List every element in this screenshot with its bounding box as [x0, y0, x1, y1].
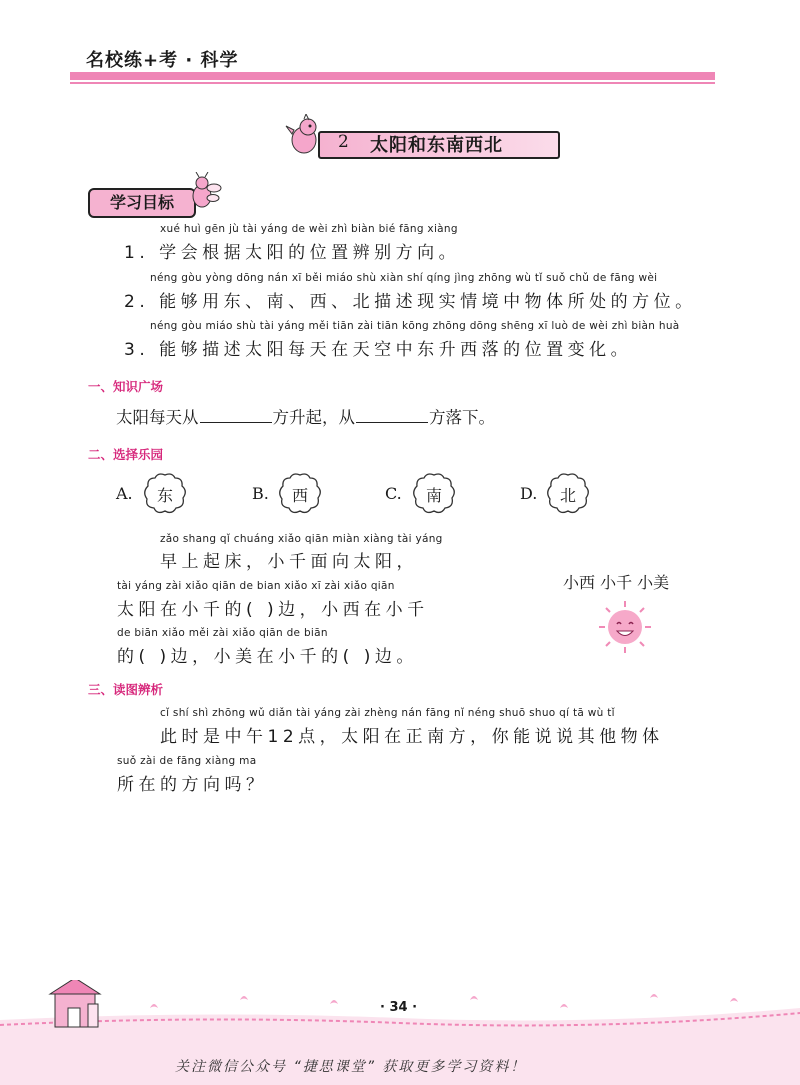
option-c-letter: C. — [385, 484, 402, 503]
section-3-title: 三、读图辨析 — [88, 682, 164, 697]
header-band — [70, 72, 715, 80]
option-d-char[interactable]: 北 — [559, 486, 576, 505]
house-icon — [50, 980, 100, 1027]
fill-in-question — [116, 404, 495, 428]
section-2-title: 二、选择乐园 — [88, 447, 164, 462]
question-part-3: 方落下。 — [429, 408, 495, 427]
s2-line-2-text: 太阳在小千的( )边，小西在小千 — [117, 600, 429, 620]
goal-1-text: 1. 学会根据太阳的位置辨别方向。 — [124, 243, 461, 263]
goal-2-text: 2. 能够用东、南、西、北描述现实情境中物体所处的方位。 — [124, 292, 697, 312]
option-d-letter: D. — [520, 484, 538, 503]
option-b-letter: B. — [252, 484, 269, 503]
s3-line-1-text: 此时是中午12点，太阳在正南方，你能说说其他物体 — [160, 727, 664, 747]
s3-line-2-text: 所在的方向吗？ — [117, 775, 268, 795]
s2-line-3-pinyin: de biān xiǎo měi zài xiǎo qiān de biān — [117, 627, 328, 639]
lesson-number: 2 — [338, 132, 349, 152]
goal-3-text: 3. 能够描述太阳每天在天空中东升西落的位置变化。 — [124, 340, 633, 360]
book-title: 名校练+考 · 科学 — [86, 50, 239, 71]
footer-note: 关注微信公众号 “捷思课堂” 获取更多学习资料！ — [175, 1059, 527, 1075]
bee-icon — [186, 172, 222, 212]
s2-line-1-text: 早上起床，小千面向太阳， — [160, 552, 418, 572]
option-c-char[interactable]: 南 — [425, 486, 442, 505]
goals-badge: 学习目标 — [88, 188, 196, 218]
goal-1-pinyin: xué huì gēn jù tài yáng de wèi zhì biàn bié fāng xiàng — [160, 223, 458, 235]
question-part-1: 太阳每天从 — [116, 408, 199, 427]
option-a-char[interactable]: 东 — [156, 486, 173, 505]
header-line — [70, 82, 715, 84]
goal-2-pinyin: néng gòu yòng dōng nán xī běi miáo shù xiàn shí qíng jìng zhōng wù tǐ suǒ chǔ de fāng wèi — [150, 272, 658, 284]
option-a-letter: A. — [116, 484, 133, 503]
section-1-title: 一、知识广场 — [88, 379, 164, 394]
children-names: 小西 小千 小美 — [563, 573, 670, 592]
s2-line-2-pinyin: tài yáng zài xiǎo qiān de bian xiǎo xī zài xiǎo qiān — [117, 580, 395, 592]
answer-blank-1[interactable] — [200, 408, 272, 423]
question-part-2: 方升起，从 — [272, 408, 355, 427]
answer-blank-2[interactable] — [356, 408, 428, 423]
s3-line-2-pinyin: suǒ zài de fāng xiàng ma — [117, 755, 257, 767]
s2-line-3-text: 的( )边，小美在小千的( )边。 — [117, 647, 418, 667]
option-b-char[interactable]: 西 — [291, 486, 308, 505]
goal-3-pinyin: néng gòu miáo shù tài yáng měi tiān zài tiān kōng zhōng dōng shēng xī luò de wèi zhì biàn huà — [150, 320, 680, 332]
lesson-title: 太阳和东南西北 — [370, 135, 503, 156]
page-number: · 34 · — [380, 1000, 418, 1015]
s3-line-1-pinyin: cǐ shí shì zhōng wǔ diǎn tài yáng zài zhèng nán fāng nǐ néng shuō shuo qí tā wù tǐ — [160, 707, 615, 719]
s2-line-1-pinyin: zǎo shang qǐ chuáng xiǎo qiān miàn xiàng tài yáng — [160, 533, 443, 545]
sun-icon — [598, 600, 652, 654]
